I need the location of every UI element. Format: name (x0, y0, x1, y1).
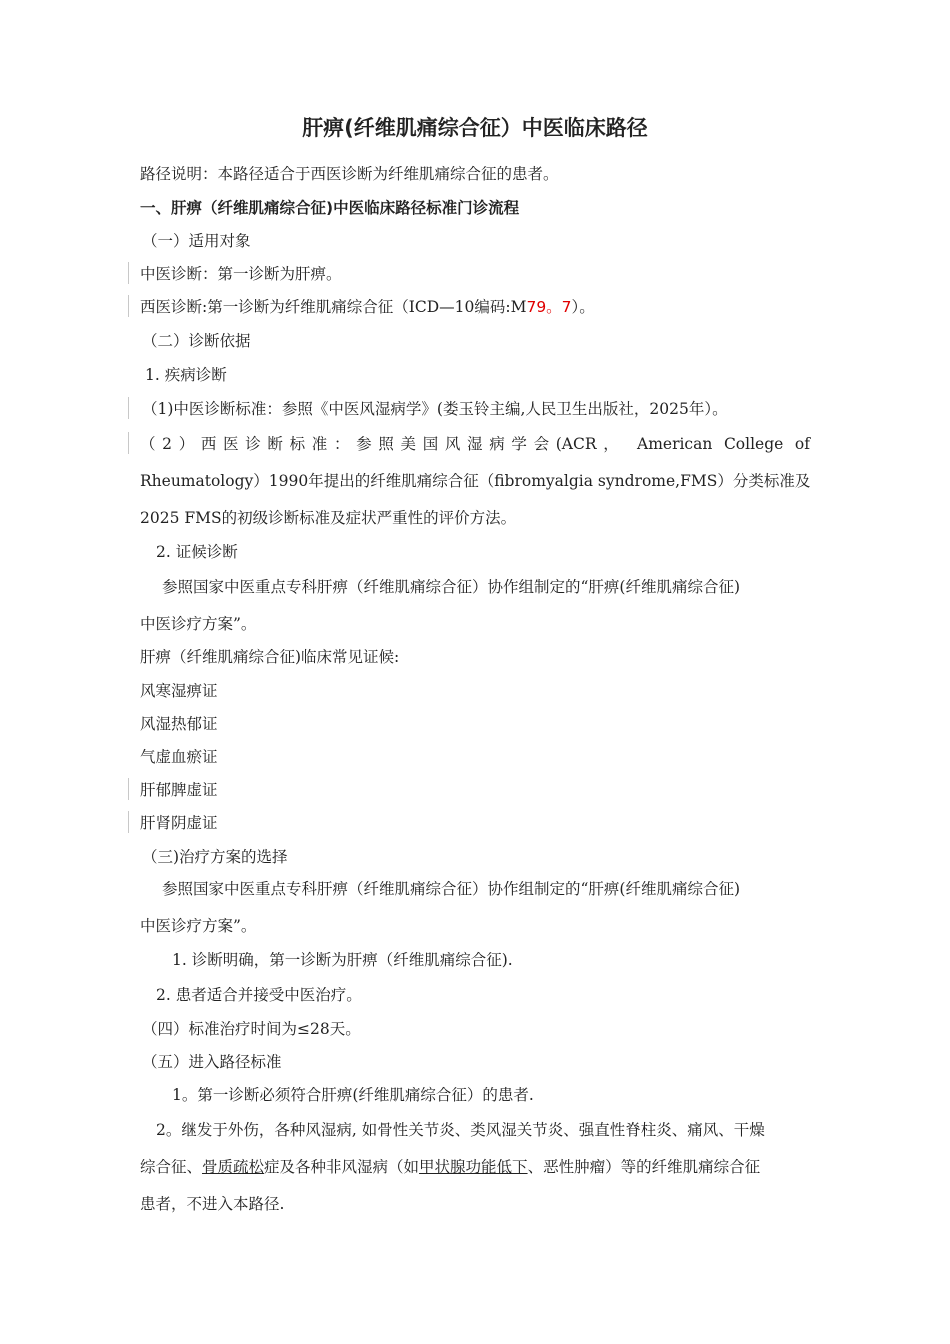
icd-code: 79。7 (526, 298, 572, 316)
western-standard-line2: Rheumatology）1990年提出的纤维肌痛综合征（fibromyalgia syndrome,FMS）分类标准及 (140, 472, 811, 490)
s1-label: （一）适用对象 (142, 232, 251, 250)
s2-reference-line1: 参照国家中医重点专科肝痹（纤维肌痛综合征）协作组制定的“肝痹(纤维肌痛综合征) (162, 578, 741, 596)
s5-item2-line1: 2。继发于外伤，各种风湿病, 如骨性关节炎、类风湿关节炎、强直性脊柱炎、痛风、干燥 (156, 1121, 765, 1139)
tcm-standard: （1)中医诊断标准：参照《中医风湿病学》(娄玉铃主编,人民卫生出版社，2025年）。 (142, 400, 728, 418)
s3-item1: 1. 诊断明确，第一诊断为肝痹（纤维肌痛综合征). (172, 951, 513, 969)
section1-heading: 一、肝痹（纤维肌痛综合征)中医临床路径标准门诊流程 (140, 199, 520, 217)
margin-marker (128, 811, 129, 833)
syndrome-item: 风寒湿痹证 (140, 682, 218, 700)
s4-label: （四）标准治疗时间为≤28天。 (142, 1020, 361, 1038)
margin-marker (128, 295, 129, 317)
common-syndromes-label: 肝痹（纤维肌痛综合征)临床常见证候: (140, 648, 400, 666)
western-dx-prefix: 西医诊断:第一诊断为纤维肌痛综合征（ICD—10编码:M (140, 298, 527, 316)
s5-item1: 1。第一诊断必须符合肝痹(纤维肌痛综合征）的患者. (172, 1086, 534, 1104)
s5-text: 症及各种非风湿病（如 (264, 1158, 420, 1176)
s5-text: 、恶性肿瘤）等的纤维肌痛综合征 (527, 1158, 761, 1176)
s5-label: （五）进入路径标准 (142, 1053, 282, 1071)
underlined-term: 骨质疏松 (202, 1158, 265, 1176)
western-diagnosis (140, 297, 595, 317)
tcm-diagnosis: 中医诊断：第一诊断为肝痹。 (140, 265, 342, 283)
document-title: 肝痹(纤维肌痛综合征）中医临床路径 (302, 116, 648, 140)
syndrome-item: 肝郁脾虚证 (140, 781, 218, 799)
margin-marker (128, 778, 129, 800)
underlined-term: 甲状腺功能低下 (419, 1158, 528, 1176)
western-standard-line3: 2025 FMS的初级诊断标准及症状严重性的评价方法。 (140, 509, 517, 527)
margin-marker (128, 262, 129, 284)
s5-item2-line2 (140, 1157, 760, 1177)
s3-label: （三)治疗方案的选择 (142, 848, 288, 866)
syndrome-diagnosis-heading: 2. 证候诊断 (156, 543, 238, 561)
s5-text: 综合征、 (140, 1158, 203, 1176)
s5-item2-line3: 患者，不进入本路径. (140, 1195, 285, 1213)
syndrome-item: 气虚血瘀证 (140, 748, 218, 766)
s3-reference-line2: 中医诊疗方案”。 (140, 917, 257, 935)
intro-text: 路径说明：本路径适合于西医诊断为纤维肌痛综合征的患者。 (140, 165, 559, 183)
syndrome-item: 风湿热郁证 (140, 715, 218, 733)
western-dx-suffix: ）。 (571, 298, 595, 316)
margin-marker (128, 432, 129, 454)
s2-label: （二）诊断依据 (142, 332, 251, 350)
syndrome-item: 肝肾阴虚证 (140, 814, 218, 832)
margin-marker (128, 397, 129, 419)
s2-reference-line2: 中医诊疗方案”。 (140, 615, 257, 633)
disease-diagnosis-heading: 1. 疾病诊断 (145, 366, 227, 384)
s3-item2: 2. 患者适合并接受中医治疗。 (156, 986, 362, 1004)
western-standard-line1: （2）西医诊断标准：参照美国风湿病学会(ACR， American College of (140, 435, 810, 453)
s3-reference-line1: 参照国家中医重点专科肝痹（纤维肌痛综合征）协作组制定的“肝痹(纤维肌痛综合征) (162, 880, 741, 898)
